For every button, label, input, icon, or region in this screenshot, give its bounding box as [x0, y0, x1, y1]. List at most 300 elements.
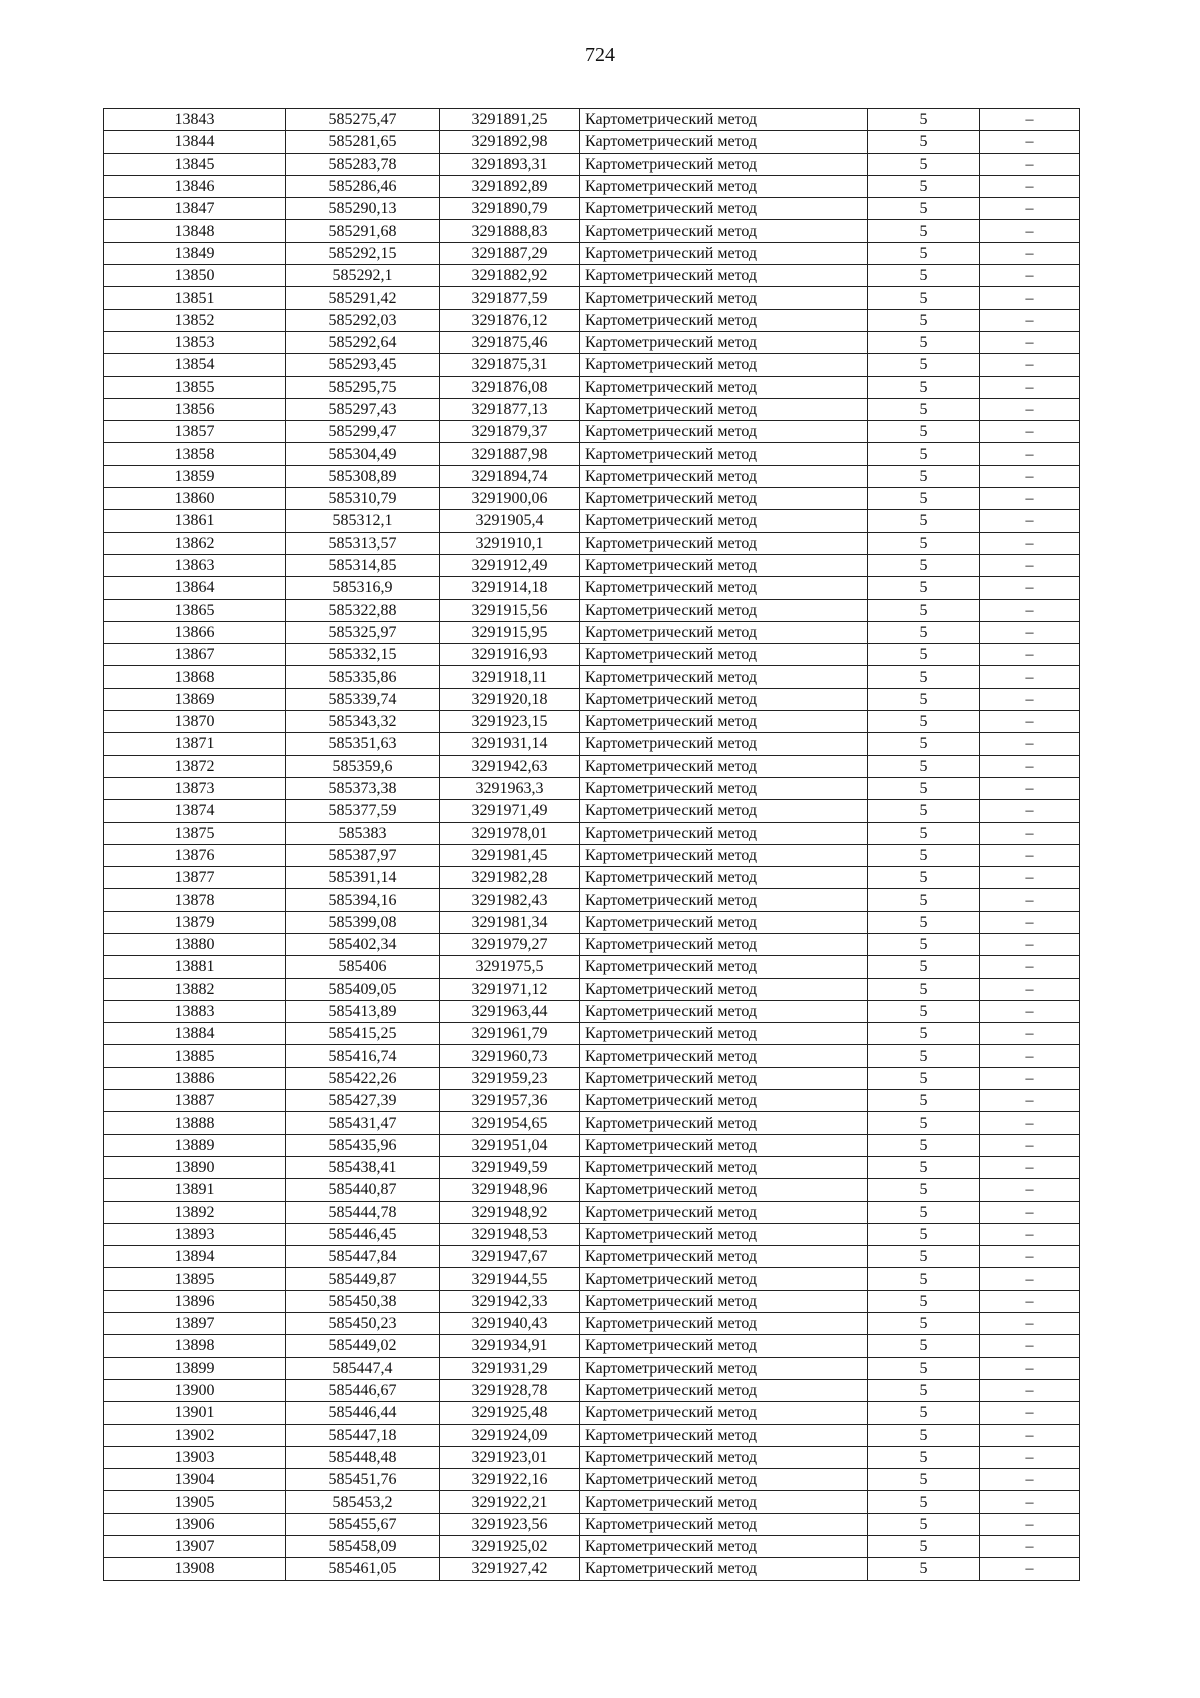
method-cell: Картометрический метод	[580, 1112, 868, 1134]
description-cell: –	[980, 1268, 1080, 1290]
y-coordinate-cell: 3291957,36	[440, 1090, 580, 1112]
table-row	[104, 688, 1080, 710]
x-coordinate-cell: 585450,23	[286, 1313, 440, 1335]
description-cell: –	[980, 309, 1080, 331]
y-coordinate-cell: 3291934,91	[440, 1335, 580, 1357]
method-cell: Картометрический метод	[580, 666, 868, 688]
description-cell: –	[980, 1379, 1080, 1401]
x-coordinate-cell: 585292,03	[286, 309, 440, 331]
description-cell: –	[980, 242, 1080, 264]
description-cell: –	[980, 465, 1080, 487]
x-coordinate-cell: 585304,49	[286, 443, 440, 465]
x-coordinate-cell: 585292,64	[286, 331, 440, 353]
y-coordinate-cell: 3291900,06	[440, 488, 580, 510]
method-cell: Картометрический метод	[580, 1446, 868, 1468]
table-row	[104, 978, 1080, 1000]
y-coordinate-cell: 3291963,3	[440, 777, 580, 799]
point-number-cell: 13901	[104, 1402, 286, 1424]
description-cell: –	[980, 688, 1080, 710]
description-cell: –	[980, 644, 1080, 666]
table-row	[104, 1067, 1080, 1089]
accuracy-cell: 5	[868, 1268, 980, 1290]
accuracy-cell: 5	[868, 1536, 980, 1558]
accuracy-cell: 5	[868, 755, 980, 777]
point-number-cell: 13906	[104, 1513, 286, 1535]
x-coordinate-cell: 585377,59	[286, 800, 440, 822]
table-row	[104, 1112, 1080, 1134]
x-coordinate-cell: 585343,32	[286, 711, 440, 733]
method-cell: Картометрический метод	[580, 777, 868, 799]
accuracy-cell: 5	[868, 1491, 980, 1513]
accuracy-cell: 5	[868, 1357, 980, 1379]
x-coordinate-cell: 585415,25	[286, 1023, 440, 1045]
method-cell: Картометрический метод	[580, 287, 868, 309]
description-cell: –	[980, 933, 1080, 955]
table-row	[104, 1290, 1080, 1312]
method-cell: Картометрический метод	[580, 265, 868, 287]
table-row	[104, 198, 1080, 220]
y-coordinate-cell: 3291982,43	[440, 889, 580, 911]
x-coordinate-cell: 585447,4	[286, 1357, 440, 1379]
coordinates-table-body	[104, 109, 1080, 1581]
y-coordinate-cell: 3291877,13	[440, 398, 580, 420]
table-row	[104, 777, 1080, 799]
table-row	[104, 733, 1080, 755]
table-row	[104, 1246, 1080, 1268]
table-row	[104, 1045, 1080, 1067]
point-number-cell: 13880	[104, 933, 286, 955]
y-coordinate-cell: 3291877,59	[440, 287, 580, 309]
method-cell: Картометрический метод	[580, 1201, 868, 1223]
table-row	[104, 800, 1080, 822]
point-number-cell: 13877	[104, 867, 286, 889]
method-cell: Картометрический метод	[580, 733, 868, 755]
y-coordinate-cell: 3291875,31	[440, 354, 580, 376]
accuracy-cell: 5	[868, 978, 980, 1000]
table-row	[104, 175, 1080, 197]
accuracy-cell: 5	[868, 1045, 980, 1067]
method-cell: Картометрический метод	[580, 978, 868, 1000]
description-cell: –	[980, 889, 1080, 911]
y-coordinate-cell: 3291891,25	[440, 109, 580, 131]
method-cell: Картометрический метод	[580, 1134, 868, 1156]
description-cell: –	[980, 800, 1080, 822]
accuracy-cell: 5	[868, 1402, 980, 1424]
x-coordinate-cell: 585422,26	[286, 1067, 440, 1089]
accuracy-cell: 5	[868, 331, 980, 353]
method-cell: Картометрический метод	[580, 1090, 868, 1112]
table-row	[104, 1313, 1080, 1335]
point-number-cell: 13845	[104, 153, 286, 175]
table-row	[104, 644, 1080, 666]
description-cell: –	[980, 1469, 1080, 1491]
y-coordinate-cell: 3291925,48	[440, 1402, 580, 1424]
method-cell: Картометрический метод	[580, 109, 868, 131]
point-number-cell: 13887	[104, 1090, 286, 1112]
description-cell: –	[980, 175, 1080, 197]
description-cell: –	[980, 131, 1080, 153]
accuracy-cell: 5	[868, 933, 980, 955]
description-cell: –	[980, 1134, 1080, 1156]
method-cell: Картометрический метод	[580, 1402, 868, 1424]
point-number-cell: 13897	[104, 1313, 286, 1335]
x-coordinate-cell: 585359,6	[286, 755, 440, 777]
accuracy-cell: 5	[868, 711, 980, 733]
y-coordinate-cell: 3291892,89	[440, 175, 580, 197]
accuracy-cell: 5	[868, 644, 980, 666]
y-coordinate-cell: 3291920,18	[440, 688, 580, 710]
description-cell: –	[980, 978, 1080, 1000]
table-row	[104, 1402, 1080, 1424]
description-cell: –	[980, 844, 1080, 866]
table-row	[104, 1134, 1080, 1156]
point-number-cell: 13862	[104, 532, 286, 554]
accuracy-cell: 5	[868, 398, 980, 420]
accuracy-cell: 5	[868, 1179, 980, 1201]
description-cell: –	[980, 1536, 1080, 1558]
coordinates-table	[103, 108, 1080, 1581]
method-cell: Картометрический метод	[580, 1379, 868, 1401]
accuracy-cell: 5	[868, 1067, 980, 1089]
point-number-cell: 13853	[104, 331, 286, 353]
x-coordinate-cell: 585431,47	[286, 1112, 440, 1134]
description-cell: –	[980, 510, 1080, 532]
method-cell: Картометрический метод	[580, 933, 868, 955]
accuracy-cell: 5	[868, 911, 980, 933]
accuracy-cell: 5	[868, 1023, 980, 1045]
accuracy-cell: 5	[868, 421, 980, 443]
method-cell: Картометрический метод	[580, 175, 868, 197]
method-cell: Картометрический метод	[580, 1491, 868, 1513]
method-cell: Картометрический метод	[580, 822, 868, 844]
accuracy-cell: 5	[868, 688, 980, 710]
method-cell: Картометрический метод	[580, 1513, 868, 1535]
x-coordinate-cell: 585299,47	[286, 421, 440, 443]
accuracy-cell: 5	[868, 1090, 980, 1112]
point-number-cell: 13900	[104, 1379, 286, 1401]
y-coordinate-cell: 3291905,4	[440, 510, 580, 532]
table-row	[104, 398, 1080, 420]
point-number-cell: 13888	[104, 1112, 286, 1134]
description-cell: –	[980, 1513, 1080, 1535]
method-cell: Картометрический метод	[580, 1424, 868, 1446]
point-number-cell: 13872	[104, 755, 286, 777]
accuracy-cell: 5	[868, 1446, 980, 1468]
y-coordinate-cell: 3291924,09	[440, 1424, 580, 1446]
description-cell: –	[980, 577, 1080, 599]
method-cell: Картометрический метод	[580, 198, 868, 220]
table-row	[104, 153, 1080, 175]
point-number-cell: 13907	[104, 1536, 286, 1558]
y-coordinate-cell: 3291876,12	[440, 309, 580, 331]
accuracy-cell: 5	[868, 443, 980, 465]
method-cell: Картометрический метод	[580, 1313, 868, 1335]
point-number-cell: 13902	[104, 1424, 286, 1446]
method-cell: Картометрический метод	[580, 309, 868, 331]
x-coordinate-cell: 585406	[286, 956, 440, 978]
method-cell: Картометрический метод	[580, 621, 868, 643]
table-row	[104, 577, 1080, 599]
method-cell: Картометрический метод	[580, 688, 868, 710]
accuracy-cell: 5	[868, 1379, 980, 1401]
y-coordinate-cell: 3291875,46	[440, 331, 580, 353]
x-coordinate-cell: 585438,41	[286, 1156, 440, 1178]
description-cell: –	[980, 532, 1080, 554]
accuracy-cell: 5	[868, 175, 980, 197]
x-coordinate-cell: 585449,87	[286, 1268, 440, 1290]
point-number-cell: 13864	[104, 577, 286, 599]
point-number-cell: 13868	[104, 666, 286, 688]
table-row	[104, 1023, 1080, 1045]
description-cell: –	[980, 1156, 1080, 1178]
x-coordinate-cell: 585399,08	[286, 911, 440, 933]
table-row	[104, 287, 1080, 309]
x-coordinate-cell: 585446,44	[286, 1402, 440, 1424]
method-cell: Картометрический метод	[580, 956, 868, 978]
y-coordinate-cell: 3291923,01	[440, 1446, 580, 1468]
description-cell: –	[980, 822, 1080, 844]
table-row	[104, 309, 1080, 331]
point-number-cell: 13890	[104, 1156, 286, 1178]
method-cell: Картометрический метод	[580, 153, 868, 175]
table-row	[104, 889, 1080, 911]
table-row	[104, 488, 1080, 510]
point-number-cell: 13881	[104, 956, 286, 978]
point-number-cell: 13860	[104, 488, 286, 510]
x-coordinate-cell: 585451,76	[286, 1469, 440, 1491]
y-coordinate-cell: 3291942,63	[440, 755, 580, 777]
method-cell: Картометрический метод	[580, 911, 868, 933]
point-number-cell: 13859	[104, 465, 286, 487]
table-row	[104, 599, 1080, 621]
accuracy-cell: 5	[868, 354, 980, 376]
point-number-cell: 13847	[104, 198, 286, 220]
x-coordinate-cell: 585394,16	[286, 889, 440, 911]
table-row	[104, 265, 1080, 287]
description-cell: –	[980, 488, 1080, 510]
accuracy-cell: 5	[868, 777, 980, 799]
point-number-cell: 13898	[104, 1335, 286, 1357]
x-coordinate-cell: 585275,47	[286, 109, 440, 131]
x-coordinate-cell: 585290,13	[286, 198, 440, 220]
point-number-cell: 13893	[104, 1223, 286, 1245]
accuracy-cell: 5	[868, 220, 980, 242]
description-cell: –	[980, 354, 1080, 376]
method-cell: Картометрический метод	[580, 1558, 868, 1580]
y-coordinate-cell: 3291975,5	[440, 956, 580, 978]
description-cell: –	[980, 331, 1080, 353]
y-coordinate-cell: 3291971,12	[440, 978, 580, 1000]
table-row	[104, 1424, 1080, 1446]
description-cell: –	[980, 1223, 1080, 1245]
description-cell: –	[980, 733, 1080, 755]
y-coordinate-cell: 3291912,49	[440, 554, 580, 576]
description-cell: –	[980, 287, 1080, 309]
table-row	[104, 1379, 1080, 1401]
table-row	[104, 1223, 1080, 1245]
table-row	[104, 1335, 1080, 1357]
point-number-cell: 13855	[104, 376, 286, 398]
x-coordinate-cell: 585387,97	[286, 844, 440, 866]
x-coordinate-cell: 585325,97	[286, 621, 440, 643]
method-cell: Картометрический метод	[580, 465, 868, 487]
table-row	[104, 1000, 1080, 1022]
description-cell: –	[980, 1000, 1080, 1022]
x-coordinate-cell: 585312,1	[286, 510, 440, 532]
table-row	[104, 131, 1080, 153]
x-coordinate-cell: 585310,79	[286, 488, 440, 510]
method-cell: Картометрический метод	[580, 844, 868, 866]
table-row	[104, 1558, 1080, 1580]
y-coordinate-cell: 3291882,92	[440, 265, 580, 287]
accuracy-cell: 5	[868, 554, 980, 576]
method-cell: Картометрический метод	[580, 1268, 868, 1290]
point-number-cell: 13875	[104, 822, 286, 844]
description-cell: –	[980, 220, 1080, 242]
method-cell: Картометрический метод	[580, 488, 868, 510]
description-cell: –	[980, 711, 1080, 733]
y-coordinate-cell: 3291948,53	[440, 1223, 580, 1245]
method-cell: Картометрический метод	[580, 532, 868, 554]
accuracy-cell: 5	[868, 1313, 980, 1335]
table-row	[104, 933, 1080, 955]
x-coordinate-cell: 585447,84	[286, 1246, 440, 1268]
accuracy-cell: 5	[868, 131, 980, 153]
accuracy-cell: 5	[868, 889, 980, 911]
point-number-cell: 13876	[104, 844, 286, 866]
description-cell: –	[980, 1558, 1080, 1580]
description-cell: –	[980, 911, 1080, 933]
x-coordinate-cell: 585447,18	[286, 1424, 440, 1446]
point-number-cell: 13866	[104, 621, 286, 643]
y-coordinate-cell: 3291879,37	[440, 421, 580, 443]
point-number-cell: 13886	[104, 1067, 286, 1089]
y-coordinate-cell: 3291947,67	[440, 1246, 580, 1268]
method-cell: Картометрический метод	[580, 1290, 868, 1312]
y-coordinate-cell: 3291923,56	[440, 1513, 580, 1535]
x-coordinate-cell: 585409,05	[286, 978, 440, 1000]
description-cell: –	[980, 599, 1080, 621]
y-coordinate-cell: 3291942,33	[440, 1290, 580, 1312]
x-coordinate-cell: 585413,89	[286, 1000, 440, 1022]
point-number-cell: 13858	[104, 443, 286, 465]
accuracy-cell: 5	[868, 153, 980, 175]
accuracy-cell: 5	[868, 577, 980, 599]
accuracy-cell: 5	[868, 1112, 980, 1134]
accuracy-cell: 5	[868, 242, 980, 264]
y-coordinate-cell: 3291948,96	[440, 1179, 580, 1201]
point-number-cell: 13865	[104, 599, 286, 621]
y-coordinate-cell: 3291982,28	[440, 867, 580, 889]
method-cell: Картометрический метод	[580, 1045, 868, 1067]
x-coordinate-cell: 585383	[286, 822, 440, 844]
point-number-cell: 13884	[104, 1023, 286, 1045]
x-coordinate-cell: 585450,38	[286, 1290, 440, 1312]
description-cell: –	[980, 153, 1080, 175]
point-number-cell: 13850	[104, 265, 286, 287]
table-row	[104, 220, 1080, 242]
description-cell: –	[980, 554, 1080, 576]
table-row	[104, 443, 1080, 465]
description-cell: –	[980, 1491, 1080, 1513]
y-coordinate-cell: 3291979,27	[440, 933, 580, 955]
method-cell: Картометрический метод	[580, 1156, 868, 1178]
x-coordinate-cell: 585316,9	[286, 577, 440, 599]
method-cell: Картометрический метод	[580, 510, 868, 532]
description-cell: –	[980, 1045, 1080, 1067]
point-number-cell: 13883	[104, 1000, 286, 1022]
accuracy-cell: 5	[868, 1513, 980, 1535]
accuracy-cell: 5	[868, 1558, 980, 1580]
table-row	[104, 331, 1080, 353]
y-coordinate-cell: 3291888,83	[440, 220, 580, 242]
table-row	[104, 1357, 1080, 1379]
method-cell: Картометрический метод	[580, 242, 868, 264]
x-coordinate-cell: 585449,02	[286, 1335, 440, 1357]
point-number-cell: 13896	[104, 1290, 286, 1312]
x-coordinate-cell: 585440,87	[286, 1179, 440, 1201]
description-cell: –	[980, 1201, 1080, 1223]
y-coordinate-cell: 3291954,65	[440, 1112, 580, 1134]
y-coordinate-cell: 3291959,23	[440, 1067, 580, 1089]
point-number-cell: 13885	[104, 1045, 286, 1067]
description-cell: –	[980, 198, 1080, 220]
x-coordinate-cell: 585335,86	[286, 666, 440, 688]
accuracy-cell: 5	[868, 1335, 980, 1357]
point-number-cell: 13857	[104, 421, 286, 443]
point-number-cell: 13854	[104, 354, 286, 376]
x-coordinate-cell: 585416,74	[286, 1045, 440, 1067]
x-coordinate-cell: 585291,68	[286, 220, 440, 242]
description-cell: –	[980, 421, 1080, 443]
accuracy-cell: 5	[868, 1134, 980, 1156]
method-cell: Картометрический метод	[580, 889, 868, 911]
method-cell: Картометрический метод	[580, 577, 868, 599]
y-coordinate-cell: 3291893,31	[440, 153, 580, 175]
accuracy-cell: 5	[868, 956, 980, 978]
method-cell: Картометрический метод	[580, 599, 868, 621]
x-coordinate-cell: 585402,34	[286, 933, 440, 955]
table-row	[104, 510, 1080, 532]
accuracy-cell: 5	[868, 465, 980, 487]
table-row	[104, 1469, 1080, 1491]
accuracy-cell: 5	[868, 599, 980, 621]
point-number-cell: 13899	[104, 1357, 286, 1379]
method-cell: Картометрический метод	[580, 554, 868, 576]
method-cell: Картометрический метод	[580, 1179, 868, 1201]
y-coordinate-cell: 3291960,73	[440, 1045, 580, 1067]
table-row	[104, 1446, 1080, 1468]
table-row	[104, 1513, 1080, 1535]
table-row	[104, 911, 1080, 933]
y-coordinate-cell: 3291961,79	[440, 1023, 580, 1045]
y-coordinate-cell: 3291951,04	[440, 1134, 580, 1156]
accuracy-cell: 5	[868, 822, 980, 844]
y-coordinate-cell: 3291915,56	[440, 599, 580, 621]
point-number-cell: 13874	[104, 800, 286, 822]
table-row	[104, 421, 1080, 443]
table-row	[104, 554, 1080, 576]
y-coordinate-cell: 3291887,98	[440, 443, 580, 465]
x-coordinate-cell: 585427,39	[286, 1090, 440, 1112]
accuracy-cell: 5	[868, 1246, 980, 1268]
method-cell: Картометрический метод	[580, 1000, 868, 1022]
point-number-cell: 13851	[104, 287, 286, 309]
method-cell: Картометрический метод	[580, 1023, 868, 1045]
method-cell: Картометрический метод	[580, 421, 868, 443]
accuracy-cell: 5	[868, 844, 980, 866]
accuracy-cell: 5	[868, 1201, 980, 1223]
